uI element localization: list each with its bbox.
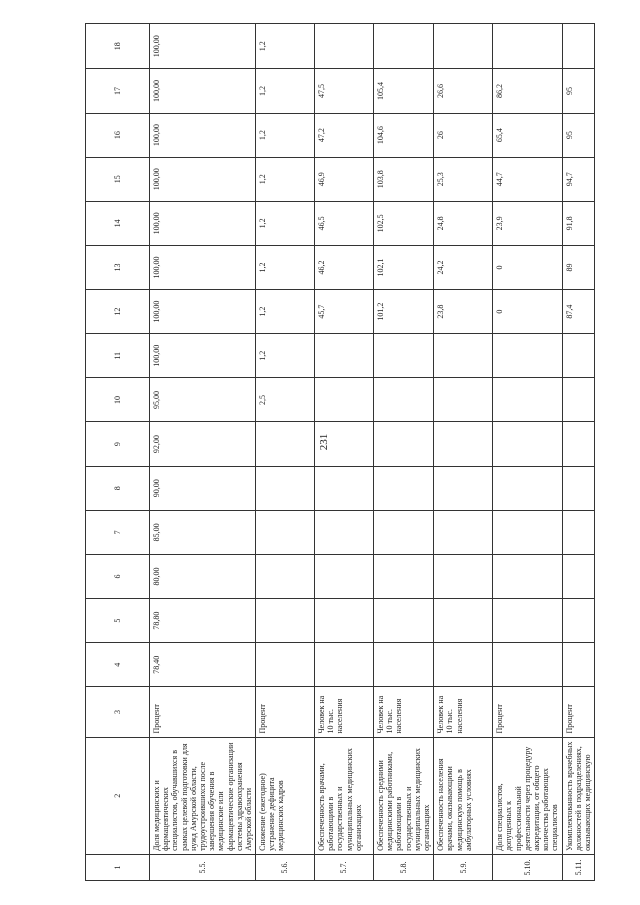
- value-cell: 23,8: [434, 290, 493, 334]
- header-cell: 1: [86, 854, 150, 880]
- value-cell: 1,2: [256, 334, 315, 378]
- unit-cell: Человек на 10 тыс. населения: [374, 687, 434, 737]
- value-cell: [315, 599, 374, 643]
- value-cell: 26: [434, 113, 493, 157]
- indicator-name-cell: Укомплектованность врачебных должностей в подразделениях, оказывающих медицинскую: [562, 737, 595, 854]
- value-cell: [374, 378, 434, 422]
- value-cell: [434, 334, 493, 378]
- header-cell: 7: [86, 510, 150, 554]
- value-cell: [256, 643, 315, 687]
- header-cell: 10: [86, 378, 150, 422]
- indicator-name-cell: Доля специалистов, допущенных к профессиональной деятельности через процедуру аккредитации, от общего количества работающих специалистов: [493, 737, 562, 854]
- value-cell: 23,9: [493, 201, 562, 245]
- row-number-cell: 5.6.: [256, 854, 315, 880]
- value-cell: [493, 510, 562, 554]
- value-cell: 91,8: [562, 201, 595, 245]
- value-cell: [434, 466, 493, 510]
- value-cell: 47,5: [315, 69, 374, 113]
- value-cell: [315, 643, 374, 687]
- value-cell: [562, 422, 595, 466]
- value-cell: [374, 466, 434, 510]
- value-cell: 78,80: [150, 599, 256, 643]
- value-cell: 1,2: [256, 201, 315, 245]
- row-number-cell: 5.7.: [315, 854, 374, 880]
- table-row: [434, 24, 493, 881]
- value-cell: 100,00: [150, 69, 256, 113]
- value-cell: 1,2: [256, 24, 315, 69]
- indicator-name-cell: Обеспеченность врачами, работающими в государственных и муниципальных медицинских организациях: [315, 737, 374, 854]
- value-cell: [374, 554, 434, 598]
- value-cell: 1,2: [256, 113, 315, 157]
- value-cell: 46,9: [315, 157, 374, 201]
- value-cell: [562, 510, 595, 554]
- value-cell: 100,00: [150, 113, 256, 157]
- value-cell: 101,2: [374, 290, 434, 334]
- value-cell: 65,4: [493, 113, 562, 157]
- value-cell: [562, 378, 595, 422]
- value-cell: 45,7: [315, 290, 374, 334]
- value-cell: [493, 599, 562, 643]
- value-cell: 26,6: [434, 69, 493, 113]
- value-cell: 85,00: [150, 510, 256, 554]
- header-cell: 16: [86, 113, 150, 157]
- value-cell: [434, 510, 493, 554]
- value-cell: 1,2: [256, 69, 315, 113]
- value-cell: [256, 466, 315, 510]
- unit-cell: Процент: [562, 687, 595, 737]
- header-cell: 4: [86, 643, 150, 687]
- value-cell: [562, 334, 595, 378]
- value-cell: [493, 24, 562, 69]
- value-cell: [256, 510, 315, 554]
- indicator-name-cell: Обеспеченность населения врачами, оказывающими медицинскую помощь в амбулаторных условиях: [434, 737, 493, 854]
- value-cell: 0: [493, 290, 562, 334]
- header-row: [86, 24, 150, 881]
- value-cell: 46,2: [315, 245, 374, 289]
- header-cell: 11: [86, 334, 150, 378]
- table-row: [150, 24, 256, 881]
- unit-cell: Процент: [256, 687, 315, 737]
- table-row: [256, 24, 315, 881]
- value-cell: [434, 422, 493, 466]
- rotated-table-wrapper: [85, 23, 592, 881]
- value-cell: 25,3: [434, 157, 493, 201]
- value-cell: [315, 466, 374, 510]
- header-cell: 9: [86, 422, 150, 466]
- value-cell: [434, 554, 493, 598]
- value-cell: [374, 24, 434, 69]
- value-cell: 1,2: [256, 245, 315, 289]
- value-cell: [493, 378, 562, 422]
- value-cell: 95: [562, 69, 595, 113]
- value-cell: 105,4: [374, 69, 434, 113]
- value-cell: 102,5: [374, 201, 434, 245]
- value-cell: 0: [493, 245, 562, 289]
- value-cell: [493, 554, 562, 598]
- value-cell: 46,5: [315, 201, 374, 245]
- value-cell: [315, 334, 374, 378]
- value-cell: [434, 24, 493, 69]
- value-cell: [256, 554, 315, 598]
- value-cell: 103,8: [374, 157, 434, 201]
- value-cell: [315, 554, 374, 598]
- value-cell: 94,7: [562, 157, 595, 201]
- row-number-cell: 5.11.: [562, 854, 595, 880]
- unit-cell: Процент: [150, 687, 256, 737]
- table-row: [374, 24, 434, 881]
- value-cell: [562, 24, 595, 69]
- value-cell: 1,2: [256, 290, 315, 334]
- value-cell: [493, 334, 562, 378]
- value-cell: 87,4: [562, 290, 595, 334]
- value-cell: [562, 554, 595, 598]
- value-cell: 89: [562, 245, 595, 289]
- value-cell: 78,40: [150, 643, 256, 687]
- value-cell: 80,00: [150, 554, 256, 598]
- value-cell: 100,00: [150, 334, 256, 378]
- value-cell: [315, 24, 374, 69]
- value-cell: [434, 643, 493, 687]
- value-cell: [493, 422, 562, 466]
- value-cell: [562, 466, 595, 510]
- value-cell: [493, 643, 562, 687]
- value-cell: 100,00: [150, 201, 256, 245]
- table-row: [562, 24, 595, 881]
- value-cell: 102,1: [374, 245, 434, 289]
- value-cell: 2,5: [256, 378, 315, 422]
- value-cell: 100,00: [150, 24, 256, 69]
- value-cell: 1,2: [256, 157, 315, 201]
- table-row: [315, 24, 374, 881]
- table-row: [493, 24, 562, 881]
- value-cell: [374, 422, 434, 466]
- header-cell: 14: [86, 201, 150, 245]
- value-cell: 86,2: [493, 69, 562, 113]
- header-cell: 3: [86, 687, 150, 737]
- header-cell: 12: [86, 290, 150, 334]
- row-number-cell: 5.5.: [150, 854, 256, 880]
- header-cell: 15: [86, 157, 150, 201]
- indicator-name-cell: Снижение (ежегодное) устранение дефицита медицинских кадров: [256, 737, 315, 854]
- value-cell: 100,00: [150, 245, 256, 289]
- header-cell: 2: [86, 737, 150, 854]
- value-cell: [374, 334, 434, 378]
- value-cell: [256, 599, 315, 643]
- header-cell: 17: [86, 69, 150, 113]
- value-cell: [562, 599, 595, 643]
- page-number: 231: [318, 433, 330, 451]
- row-number-cell: 5.10.: [493, 854, 562, 880]
- value-cell: 92,00: [150, 422, 256, 466]
- value-cell: [315, 422, 374, 466]
- value-cell: 44,7: [493, 157, 562, 201]
- value-cell: [315, 510, 374, 554]
- row-number-cell: 5.9.: [434, 854, 493, 880]
- value-cell: 100,00: [150, 290, 256, 334]
- value-cell: 47,2: [315, 113, 374, 157]
- row-number-cell: 5.8.: [374, 854, 434, 880]
- value-cell: [374, 510, 434, 554]
- value-cell: [256, 422, 315, 466]
- header-cell: 5: [86, 599, 150, 643]
- indicator-name-cell: Обеспеченность средними медицинскими работниками, работающими в государственных и муниципальных медицинских организациях: [374, 737, 434, 854]
- indicator-name-cell: Доля медицинских и фармацевтических специалистов, обучавшихся в рамках целевой подготовки для нужд Амурской области, трудоустроившихся после завершения обучения в медицинские или фармацевтические организации системы здравоохранения Амурской области: [150, 737, 256, 854]
- indicator-table: [85, 23, 595, 881]
- value-cell: [374, 643, 434, 687]
- value-cell: 95,00: [150, 378, 256, 422]
- unit-cell: Процент: [493, 687, 562, 737]
- value-cell: [493, 466, 562, 510]
- unit-cell: Человек на 10 тыс. населения: [434, 687, 493, 737]
- value-cell: [315, 378, 374, 422]
- value-cell: [562, 643, 595, 687]
- value-cell: [434, 599, 493, 643]
- value-cell: 100,00: [150, 157, 256, 201]
- value-cell: [374, 599, 434, 643]
- value-cell: 24,8: [434, 201, 493, 245]
- header-cell: 8: [86, 466, 150, 510]
- header-cell: 18: [86, 24, 150, 69]
- value-cell: 90,00: [150, 466, 256, 510]
- value-cell: 104,6: [374, 113, 434, 157]
- value-cell: [434, 378, 493, 422]
- value-cell: 24,2: [434, 245, 493, 289]
- unit-cell: Человек на 10 тыс. населения: [315, 687, 374, 737]
- value-cell: 95: [562, 113, 595, 157]
- header-cell: 13: [86, 245, 150, 289]
- header-cell: 6: [86, 554, 150, 598]
